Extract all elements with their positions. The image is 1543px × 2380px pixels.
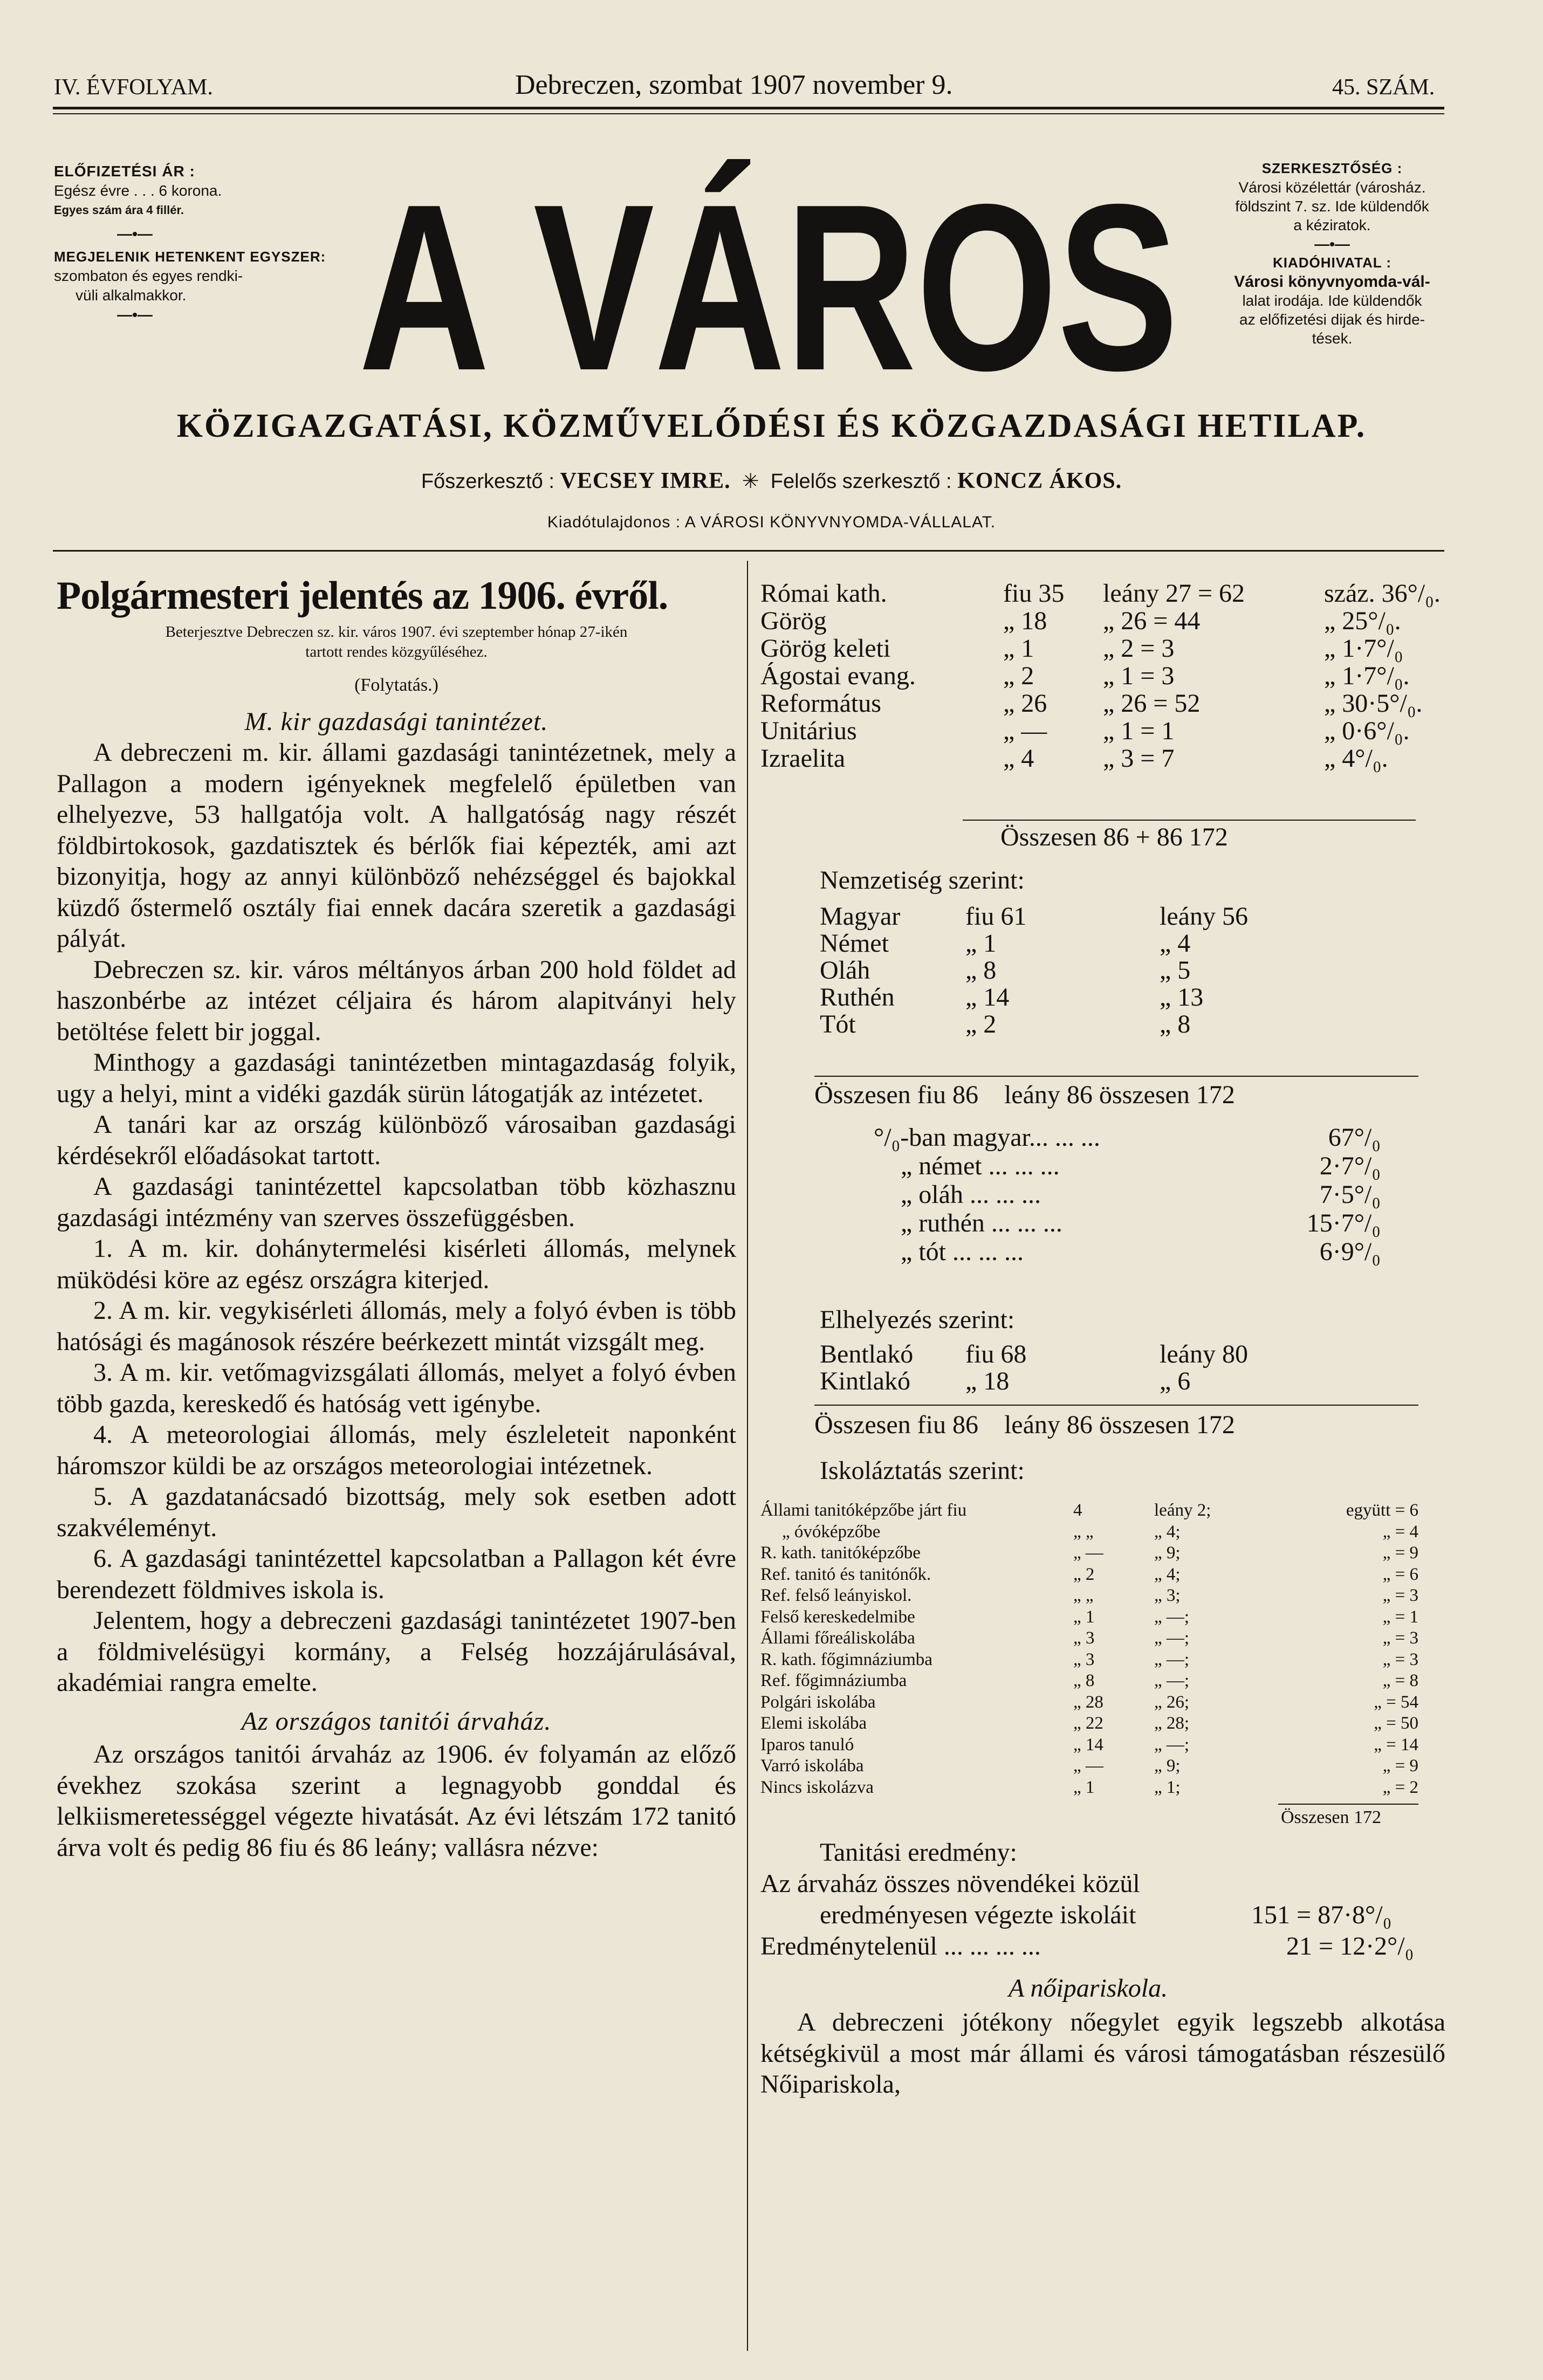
subscription-price-single: Egyes szám ára 4 fillér. <box>54 203 184 217</box>
nationality-total: Összesen fiu 86 leány 86 összesen 172 <box>814 1081 1235 1109</box>
table-row: Református „ 26 „ 26 = 52 „ 30·5°/₀. <box>760 689 1423 718</box>
table-row: Állami főreáliskolába „ 3 „ —; „ = 3 <box>760 1628 1418 1648</box>
table-row: Ref. felső leányiskol. „ „ „ 3; „ = 3 <box>760 1586 1418 1605</box>
masthead-svg <box>356 148 1181 386</box>
nationality-table <box>820 903 1248 1038</box>
table-row: „ óvóképzőbe „ „ „ 4; „ = 4 <box>782 1522 1418 1542</box>
table-row: Kintlakó „ 18 „ 6 <box>820 1367 1191 1395</box>
results-success-label: eredményesen végezte iskoláit <box>820 1901 1136 1929</box>
responsible-editor-label: Felelős szerkesztő : <box>770 470 952 493</box>
subscription-heading: ELŐFIZETÉSI ÁR : <box>54 163 195 180</box>
article-left-column <box>57 573 736 1863</box>
total-rule <box>814 1405 1418 1406</box>
publishing-line: Városi könyvnyomda-vál- <box>1234 273 1430 291</box>
issue-number: 45. SZÁM. <box>1332 75 1435 100</box>
table-row: Bentlakó fiu 68 leány 80 <box>820 1340 1248 1368</box>
total-rule <box>963 820 1416 821</box>
table-row: Német „ 1 „ 4 <box>820 929 1191 958</box>
table-row: „ tót ... ... ... 6·9°/₀ <box>901 1237 1381 1266</box>
results-fail-value: 21 = 12·2°/₀ <box>1286 1932 1414 1961</box>
publisher-line: Kiadótulajdonos : A VÁROSI KÖNYVNYOMDA-VÁLLALAT. <box>547 513 996 531</box>
table-row: Izraelita „ 4 „ 3 = 7 „ 4°/₀. <box>760 744 1388 773</box>
results-line: Az árvaház összes növendékei közül <box>760 1869 1140 1898</box>
newspaper-subtitle: KÖZIGAZGATÁSI, KÖZMŰVELŐDÉSI ÉS KÖZGAZDASÁGI HETILAP. <box>176 408 1367 444</box>
nationality-percent-table <box>874 1123 1381 1266</box>
divider: —•— <box>117 306 153 323</box>
publishing-line: lalat irodája. Ide küldendők <box>1242 292 1422 309</box>
table-row: Római kath. fiu 35 leány 27 = 62 száz. 36°/₀. <box>760 579 1441 608</box>
religion-total: Összesen 86 + 86 172 <box>1000 823 1228 851</box>
table-row: Oláh „ 8 „ 5 <box>820 956 1191 985</box>
frequency-heading: MEGJELENIK HETENKENT EGYSZER: <box>54 249 326 265</box>
results-fail-label: Eredménytelenül ... ... ... ... <box>760 1932 1041 1961</box>
paragraph: 6. A gazdasági tanintézettel kapcsolatban a Pallagon két évre berendezett földmives iskola is. <box>57 1544 736 1604</box>
placement-heading: Elhelyezés szerint: <box>820 1305 1015 1334</box>
table-row: Magyar fiu 61 leány 56 <box>820 902 1248 931</box>
editorial-line: földszint 7. sz. Ide küldendők <box>1235 198 1429 215</box>
section-paragraph: A debreczeni jótékony nőegylet egyik legszebb alkotása kétségkivül a most már állami és városi támogatásban részesülő Nőipariskola, <box>760 2008 1445 2099</box>
table-row: Polgári iskolába „ 28 „ 26; „ = 54 <box>760 1692 1418 1712</box>
publishing-line: tések. <box>1312 330 1353 347</box>
table-row: Görög keleti „ 1 „ 2 = 3 „ 1·7°/₀ <box>760 634 1403 663</box>
editors-line <box>0 468 1543 494</box>
subscription-box <box>54 162 345 325</box>
section-heading: Az országos tanitói árvaház. <box>241 1707 552 1736</box>
volume-number: IV. ÉVFOLYAM. <box>54 75 213 100</box>
section-heading: A nőipariskola. <box>1009 1974 1168 2003</box>
chief-editor-label: Főszerkesztő : <box>421 470 554 493</box>
frequency-line: szombaton és egyes rendki- <box>54 267 243 284</box>
date-line: Debreczen, szombat 1907 november 9. <box>515 70 953 100</box>
editorial-office-box <box>1224 159 1440 348</box>
editorial-line: a kéziratok. <box>1293 217 1371 233</box>
editorial-heading: SZERKESZTŐSÉG : <box>1261 160 1403 176</box>
table-row: Varró iskolába „ — „ 9; „ = 9 <box>760 1756 1418 1776</box>
subscription-price-year: Egész évre . . . 6 korona. <box>54 182 222 199</box>
star-ornament: ✳ <box>742 470 759 493</box>
table-row: Elemi iskolába „ 22 „ 28; „ = 50 <box>760 1714 1418 1733</box>
paragraph: A tanári kar az ország különböző városaiban gazdasági kérdésekről előadásokat tartott. <box>57 1110 736 1170</box>
paragraph: 1. A m. kir. dohánytermelési kisérleti állomás, melynek müködési köre az egész országra kiterjed. <box>57 1234 736 1294</box>
divider: —•— <box>117 225 153 242</box>
total-rule <box>814 1076 1418 1077</box>
table-row: Iparos tanuló „ 14 „ —; „ = 14 <box>760 1735 1418 1755</box>
frequency-line: vüli alkalmakkor. <box>76 287 187 304</box>
paragraph: 3. A m. kir. vetőmagvizsgálati állomás, melyet a folyó évben több gazda, kereskedő és hatóság vett igénybe. <box>57 1358 736 1418</box>
publishing-line: az előfizetési dijak és hirde- <box>1239 311 1425 328</box>
table-row: Ref. tanitó és tanitónők. „ 2 „ 4; „ = 6 <box>760 1564 1418 1584</box>
placement-total: Összesen fiu 86 leány 86 összesen 172 <box>814 1411 1235 1439</box>
schooling-table <box>760 1500 1418 1798</box>
header-rule <box>53 107 1444 109</box>
column-rule <box>747 561 748 2351</box>
paragraph: 5. A gazdatanácsadó bizottság, mely sok esetben adott szakvéleményt. <box>57 1482 736 1542</box>
masthead-text: A VÁROS <box>359 155 1178 386</box>
divider: —•— <box>1314 236 1350 252</box>
section-heading: M. kir gazdasági tanintézet. <box>244 707 548 736</box>
table-row: „ ruthén ... ... ... 15·7°/₀ <box>901 1209 1381 1237</box>
table-row: Görög „ 18 „ 26 = 44 „ 25°/₀. <box>760 607 1401 635</box>
editorial-line: Városi közélettár (városház. <box>1238 179 1426 196</box>
nationality-heading: Nemzetiség szerint: <box>820 866 1025 895</box>
placement-table <box>820 1341 1248 1395</box>
header-rule-thin <box>53 113 1444 114</box>
paragraph: 4. A meteorologiai állomás, mely észleleteit naponként háromszor küldi be az országos meteorologiai intézetnek. <box>57 1420 736 1480</box>
paragraph: Az országos tanitói árvaház az 1906. év folyamán az előző évekhez szokása szerint a legnagyobb gonddal és lelkiismeretességgel végezte hivatását. Az évi létszám 172 tanitó árva volt és pedig 86 fiu és 86 leány; vallásra nézve: <box>57 1740 736 1862</box>
article-subline: Beterjesztve Debreczen sz. kir. város 1907. évi szeptember hónap 27-ikén <box>165 623 628 641</box>
table-row: °/₀-ban magyar... ... ... 67°/₀ <box>874 1123 1381 1152</box>
paragraph: Minthogy a gazdasági tanintézetben mintagazdaság folyik, ugy a helyi, mint a vidéki gazdák sürün látogatják az intézetet. <box>57 1048 736 1108</box>
table-row: Felső kereskedelmibe „ 1 „ —; „ = 1 <box>760 1607 1418 1627</box>
table-row: „ német ... ... ... 2·7°/₀ <box>901 1152 1381 1180</box>
paragraph: 2. A m. kir. vegykisérleti állomás, mely a folyó évben is több hatósági és magánosok részére beérkezett mintát vizsgált meg. <box>57 1296 736 1356</box>
article-subline: tartott rendes közgyűléséhez. <box>305 643 488 661</box>
religion-table <box>760 580 1441 772</box>
paragraph: Jelentem, hogy a debreczeni gazdasági tanintézetet 1907-ben a földmivelésügyi kormány, a Felség hozzájárulásával, akadémiai rangra emelte. <box>57 1606 736 1697</box>
paragraph: A debreczeni m. kir. állami gazdasági tanintézetnek, mely a Pallagon a modern igényeknek megfelelő épületben van elhelyezve, 53 hallgatója volt. A hallgatóság nagy részét földbirtokosok, gazdatisztek és bérlők fiai képezték, ami azt bizonyitja, hogy az annyi különböző nehézséggel és bajokkal küzdő őstermelő osztály fiai ennek dacára szeretik a gazdasági pályát. <box>57 738 736 953</box>
paragraph: A gazdasági tanintézettel kapcsolatban több közhasznu gazdasági intézmény van szerves összefüggésben. <box>57 1172 736 1232</box>
table-row: Állami tanitóképzőbe járt fiu 4 leány 2; együtt = 6 <box>760 1501 1418 1520</box>
total-rule <box>1278 1804 1418 1805</box>
chief-editor-name: VECSEY IMRE. <box>560 469 731 493</box>
masthead-title <box>356 148 1181 386</box>
paragraph: Debreczen sz. kir. város méltányos árban 200 hold földet ad haszonbérbe az intézet céljaira és három alapitványi hely betöltése felett bir joggal. <box>57 955 736 1046</box>
table-row: R. kath. főgimnáziumba „ 3 „ —; „ = 3 <box>760 1649 1418 1669</box>
table-row: Nincs iskolázva „ 1 „ 1; „ = 2 <box>760 1777 1418 1797</box>
table-row: R. kath. tanitóképzőbe „ — „ 9; „ = 9 <box>760 1543 1418 1563</box>
results-heading: Tanitási eredmény: <box>820 1838 1017 1867</box>
table-row: Tót „ 2 „ 8 <box>820 1010 1191 1038</box>
table-row: „ oláh ... ... ... 7·5°/₀ <box>901 1180 1381 1209</box>
table-row: Ruthén „ 14 „ 13 <box>820 983 1204 1012</box>
schooling-total: Összesen 172 <box>1281 1807 1382 1827</box>
results-success-value: 151 = 87·8°/₀ <box>1251 1901 1392 1929</box>
masthead-bottom-rule <box>53 550 1444 552</box>
table-row: Ágostai evang. „ 2 „ 1 = 3 „ 1·7°/₀. <box>760 662 1410 690</box>
table-row: Unitárius „ — „ 1 = 1 „ 0·6°/₀. <box>760 717 1410 745</box>
schooling-heading: Iskoláztatás szerint: <box>820 1456 1025 1485</box>
continued-note: (Folytatás.) <box>354 675 438 695</box>
table-row: Ref. főgimnáziumba „ 8 „ —; „ = 8 <box>760 1671 1418 1690</box>
responsible-editor-name: KONCZ ÁKOS. <box>957 469 1122 493</box>
article-title: Polgármesteri jelentés az 1906. évről. <box>57 574 668 618</box>
publishing-office-heading: KIADÓHIVATAL : <box>1272 254 1392 271</box>
